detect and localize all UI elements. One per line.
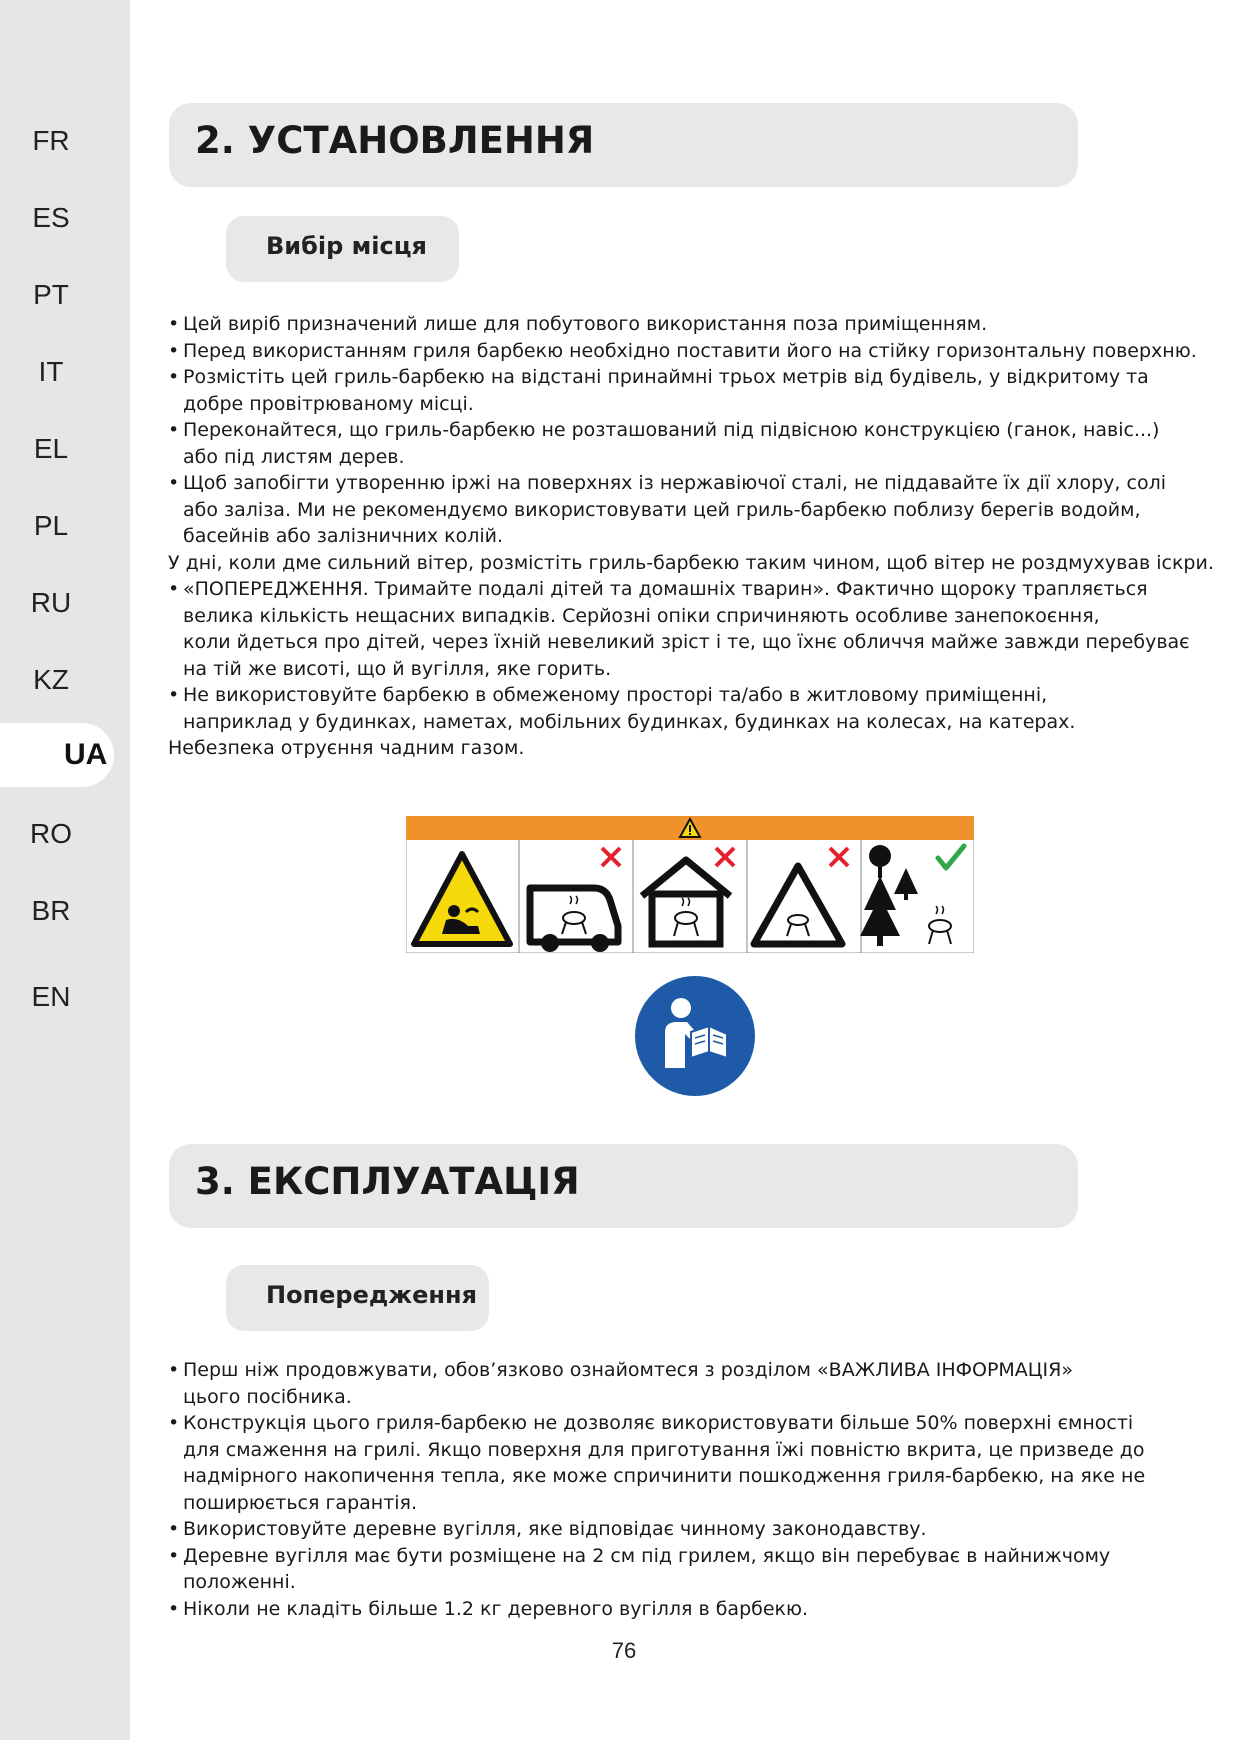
text-line: цього посібника. <box>183 1385 352 1408</box>
section-2-header <box>169 103 1078 187</box>
section-3-title: 3. ЕКСПЛУАТАЦІЯ <box>195 1160 580 1203</box>
section-2-subheader <box>226 216 459 282</box>
section-2-title: 2. УСТАНОВЛЕННЯ <box>195 119 595 162</box>
bullet-line: • Конструкція цього гриля-барбекю не дозволяє використовувати більше 50% поверхні ємності <box>168 1410 1168 1437</box>
section-3-subtitle: Попередження <box>266 1281 478 1309</box>
text-line: або під листям дерев. <box>183 445 405 468</box>
lang-tab-ru[interactable]: RU <box>30 587 72 618</box>
section-3-subheader <box>226 1265 489 1331</box>
lang-tab-ua-label: UA <box>64 738 108 771</box>
bullet-line: • Щоб запобігти утворенню іржі на поверхнях із нержавіючої сталі, не піддавайте їх дії хлору, солі <box>168 470 1168 497</box>
bullet-line: • «ПОПЕРЕДЖЕННЯ. Тримайте подалі дітей та домашніх тварин». Фактично щороку трапляється <box>168 576 1168 603</box>
text-line: басейнів або залізничних колій. <box>183 525 504 547</box>
bullet-line: • Використовуйте деревне вугілля, яке відповідає чинному законодавству. <box>168 1516 1168 1543</box>
lang-tab-pt[interactable]: PT <box>33 279 69 310</box>
section-3-body <box>168 1357 1168 1622</box>
lang-tab-ua-active[interactable] <box>0 723 114 787</box>
page-number: 76 <box>611 1638 637 1663</box>
bullet-line: • Деревне вугілля має бути розміщене на 2 см під грилем, якщо він перебуває в найнижчому <box>168 1543 1168 1570</box>
lang-tab-fr[interactable]: FR <box>32 125 70 156</box>
text-line: коли йдеться про дітей, через їхній невеликий зріст і те, що їхнє обличчя майже завжди перебуває <box>183 631 1190 653</box>
text-line: велика кількість нещасних випадків. Серйозні опіки спричиняють особливе занепокоєння, <box>183 604 1100 627</box>
text-line: поширюється гарантія. <box>183 1491 418 1514</box>
text-line: наприклад у будинках, наметах, мобільних будинках, будинках на колесах, на катерах. <box>183 710 1076 733</box>
text-line: положенні. <box>183 1571 296 1593</box>
bullet-line: • Не використовуйте барбекю в обмеженому просторі та/або в житловому приміщенні, <box>168 682 1168 709</box>
section-2-subtitle: Вибір місця <box>266 232 427 260</box>
text-line: У дні, коли дме сильний вітер, розмістіть гриль-барбекю таким чином, щоб вітер не роздмухував іскри. <box>168 551 1214 574</box>
language-sidebar <box>0 0 130 1740</box>
bullet-line: • Перш ніж продовжувати, обов’язково ознайомтеся з розділом «ВАЖЛИВА ІНФОРМАЦІЯ» <box>168 1357 1168 1384</box>
text-line: добре провітрюваному місці. <box>183 392 474 415</box>
lang-tab-kz[interactable]: KZ <box>33 664 69 695</box>
section-2-body <box>168 311 1214 762</box>
text-line: на тій же висоті, що й вугілля, яке горить. <box>183 657 612 680</box>
no-vehicle-icon <box>530 888 618 952</box>
lang-tab-br[interactable]: BR <box>31 895 71 926</box>
text-line: надмірного накопичення тепла, яке може спричинити пошкодження гриля-барбекю, на яке не <box>183 1465 1146 1487</box>
lang-tab-it[interactable]: IT <box>38 356 64 387</box>
lang-tab-en[interactable]: EN <box>31 981 71 1012</box>
section-3-header <box>169 1144 1078 1228</box>
lang-tab-el[interactable]: EL <box>33 433 69 464</box>
lang-tab-pl[interactable]: PL <box>33 510 69 541</box>
bullet-line: • Ніколи не кладіть більше 1.2 кг деревного вугілля в барбекю. <box>168 1596 1168 1623</box>
bullet-line: • Цей виріб призначений лише для побутового використання поза приміщенням. <box>168 311 1168 338</box>
text-line: для смаження на грилі. Якщо поверхня для приготування їжі повністю вкрита, це призведе до <box>183 1438 1145 1461</box>
text-line: Небезпека отруєння чадним газом. <box>168 737 525 759</box>
usage-warning-pictograms <box>406 816 974 953</box>
text-line: або заліза. Ми не рекомендуємо використовувати цей гриль-барбекю поблизу берегів водойм, <box>183 498 1141 521</box>
bullet-line: • Переконайтеся, що гриль-барбекю не розташований під підвісною конструкцією (ганок, навіс...) <box>168 417 1168 444</box>
lang-tab-ro[interactable]: RO <box>30 818 72 849</box>
bullet-line: • Розмістіть цей гриль-барбекю на відстані принаймні трьох метрів від будівель, у відкритому та <box>168 364 1168 391</box>
read-manual-icon <box>635 976 755 1096</box>
lang-tab-es[interactable]: ES <box>32 202 70 233</box>
bullet-line: • Перед використанням гриля барбекю необхідно поставити його на стійку горизонтальну поверхню. <box>168 338 1168 365</box>
